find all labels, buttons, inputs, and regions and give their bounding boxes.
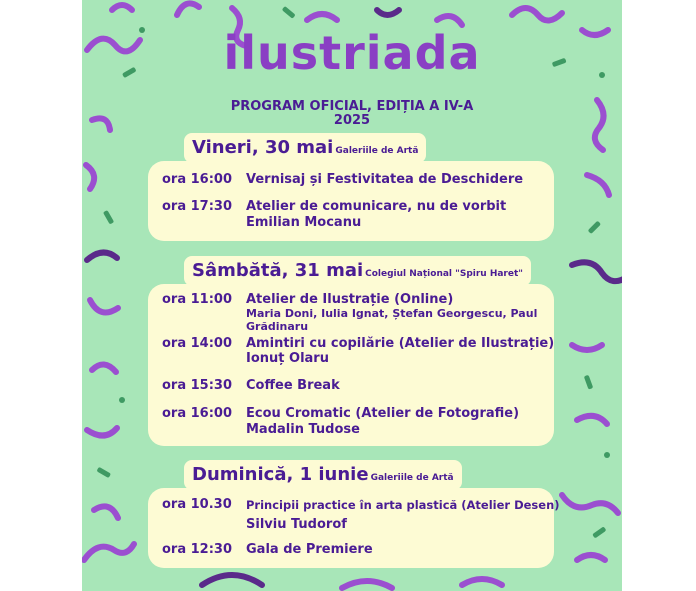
confetti-squiggle xyxy=(462,579,502,585)
confetti-dash xyxy=(282,6,296,19)
day-heading xyxy=(184,460,462,490)
event-time: ora 11:00 xyxy=(162,292,233,307)
confetti-squiggle xyxy=(562,495,618,513)
confetti-squiggle xyxy=(177,3,199,15)
confetti-squiggle xyxy=(92,364,116,372)
event-title: Amintiri cu copilărie (Atelier de Ilustrație) xyxy=(246,336,555,351)
day-venue: Galeriile de Artă xyxy=(335,146,419,156)
event-title: Ecou Cromatic (Atelier de Fotografie) xyxy=(246,406,520,421)
confetti-squiggle xyxy=(86,165,94,189)
day-heading xyxy=(184,133,426,163)
program-subtitle: PROGRAM OFICIAL, EDIȚIA A IV-A xyxy=(230,99,474,114)
confetti-squiggle xyxy=(572,345,602,350)
day-heading xyxy=(184,256,531,286)
confetti-dash xyxy=(588,221,601,234)
event-title: Gala de Premiere xyxy=(246,542,373,557)
event-title: Coffee Break xyxy=(246,378,340,393)
confetti-squiggle xyxy=(112,5,132,10)
event-time: ora 16:00 xyxy=(162,406,233,421)
event-time: ora 17:30 xyxy=(162,199,233,214)
confetti-squiggle xyxy=(87,428,117,436)
confetti-squiggle xyxy=(577,416,607,424)
program-year: 2025 xyxy=(333,113,371,128)
schedule-card xyxy=(148,161,554,241)
event-host: Silviu Tudorof xyxy=(246,517,347,532)
event-title: Atelier de comunicare, nu de vorbit xyxy=(246,199,507,214)
event-host: Emilian Mocanu xyxy=(246,215,362,230)
confetti-squiggle xyxy=(572,262,622,281)
confetti-squiggle xyxy=(342,581,392,588)
confetti-squiggle xyxy=(84,544,134,560)
confetti-dot xyxy=(119,397,125,403)
day-title: Duminică, 1 iunie xyxy=(192,464,369,485)
event-host: Madalin Tudose xyxy=(246,422,360,437)
event-host: Ionuț Olaru xyxy=(246,351,329,366)
confetti-squiggle xyxy=(307,14,337,20)
event-time: ora 16:00 xyxy=(162,172,233,187)
confetti-squiggle xyxy=(437,16,462,25)
event-time: ora 15:30 xyxy=(162,378,233,393)
confetti-squiggle xyxy=(94,506,118,518)
program-poster xyxy=(82,0,622,591)
event-speakers: Maria Doni, Iulia Ignat, Ștefan Georgescu, Paul Grădinaru xyxy=(246,307,538,333)
confetti-squiggle xyxy=(577,555,605,560)
confetti-dash xyxy=(592,526,606,538)
day-title: Vineri, 30 mai xyxy=(192,137,334,158)
day-title: Sâmbătă, 31 mai xyxy=(192,260,364,281)
confetti-squiggle xyxy=(202,575,262,585)
confetti-dash xyxy=(103,210,114,225)
confetti-squiggle xyxy=(87,252,117,260)
event-time: ora 12:30 xyxy=(162,542,233,557)
day-venue: Colegiul Național "Spiru Haret" xyxy=(365,269,523,279)
confetti-squiggle xyxy=(587,175,609,195)
confetti-dash xyxy=(584,375,593,390)
schedule-card xyxy=(148,284,554,446)
event-time: ora 14:00 xyxy=(162,336,233,351)
day-venue: Galeriile de Artă xyxy=(370,473,454,483)
festival-logo: ilustriada xyxy=(223,26,481,80)
event-title: Principii practice în arta plastică (Atelier Desen) xyxy=(246,498,560,512)
confetti-dot xyxy=(604,452,610,458)
event-time: ora 10.30 xyxy=(162,497,232,512)
event-title: Vernisaj și Festivitatea de Deschidere xyxy=(246,172,524,187)
schedule-card xyxy=(148,488,560,568)
confetti-squiggle xyxy=(377,10,399,15)
confetti-squiggle xyxy=(512,8,562,21)
event-title: Atelier de Ilustrație (Online) xyxy=(246,292,454,307)
confetti-squiggle xyxy=(90,300,118,313)
confetti-dash xyxy=(96,467,111,478)
